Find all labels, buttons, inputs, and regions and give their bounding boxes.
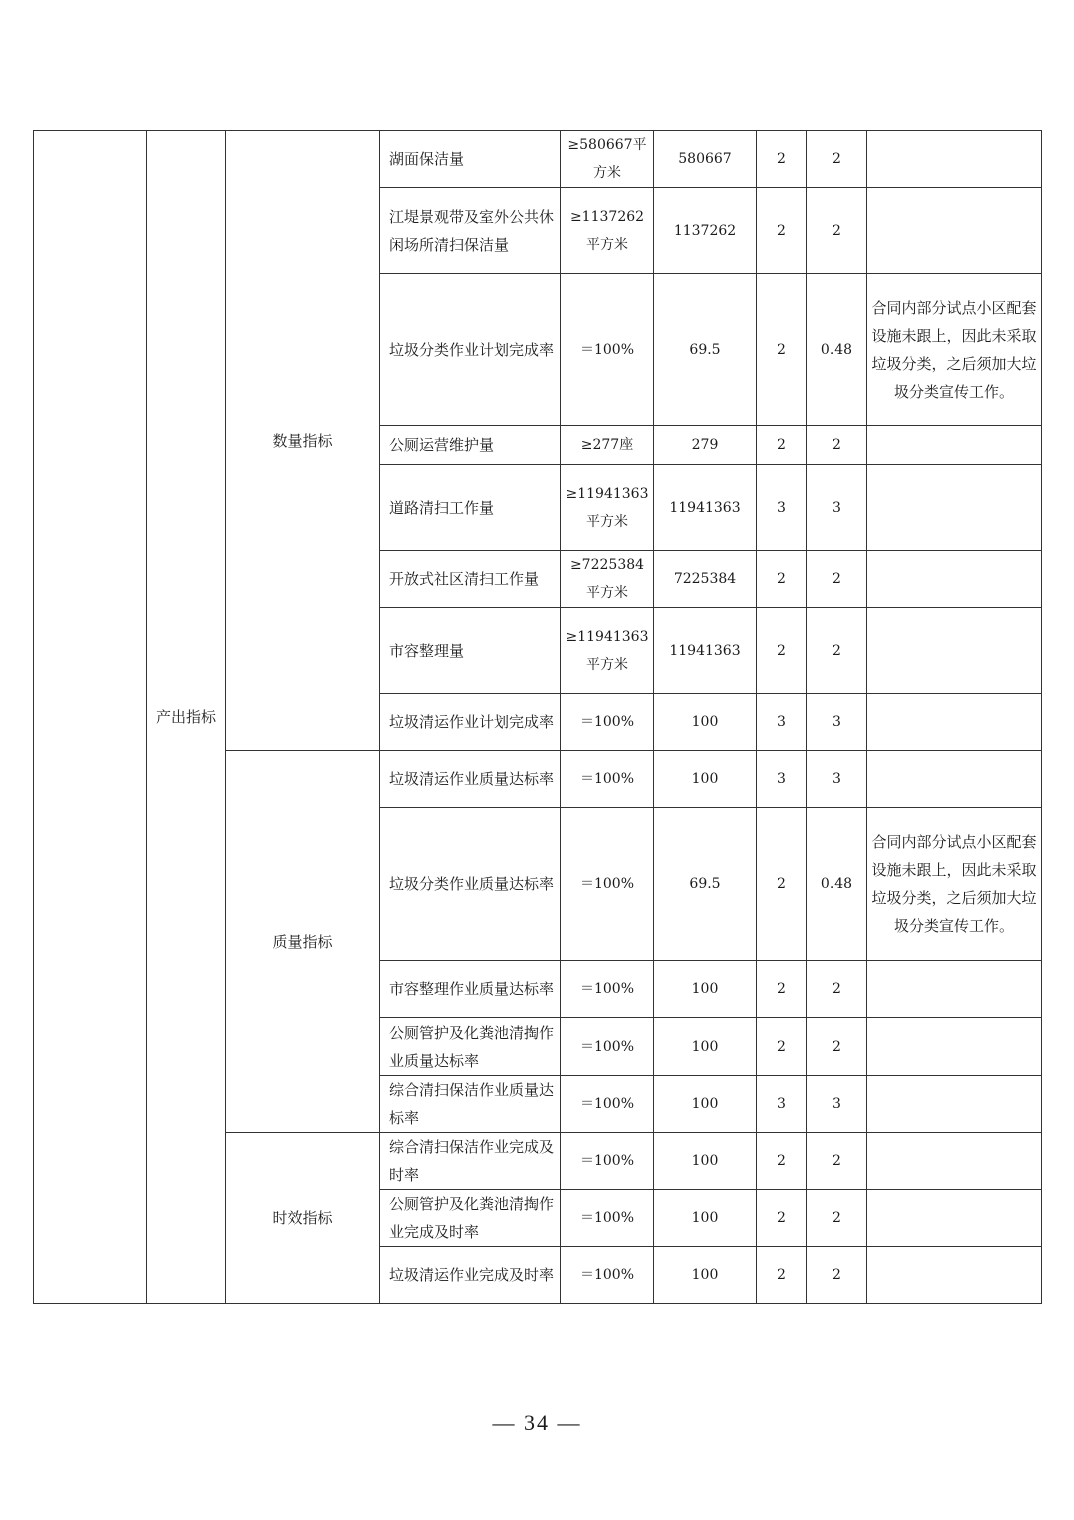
score-value: 2 <box>807 1190 867 1247</box>
performance-indicator-table <box>33 130 1042 1304</box>
target-value: ≥580667平方米 <box>561 131 654 188</box>
weight-value: 2 <box>757 1018 807 1076</box>
weight-value: 2 <box>757 131 807 188</box>
note-cell <box>867 131 1042 188</box>
actual-value: 100 <box>654 1018 757 1076</box>
indicator-name: 垃圾清运作业质量达标率 <box>380 751 561 808</box>
score-value: 3 <box>807 694 867 751</box>
note-cell <box>867 608 1042 694</box>
target-value: ＝100% <box>561 1076 654 1133</box>
target-value: ＝100% <box>561 1247 654 1304</box>
indicator-name: 垃圾分类作业质量达标率 <box>380 808 561 961</box>
note-cell <box>867 465 1042 551</box>
target-value: ＝100% <box>561 808 654 961</box>
indicator-name: 公厕管护及化粪池清掏作业质量达标率 <box>380 1018 561 1076</box>
indicator-name: 垃圾清运作业完成及时率 <box>380 1247 561 1304</box>
indicator-name: 公厕运营维护量 <box>380 426 561 465</box>
note-cell: 合同内部分试点小区配套设施未跟上，因此未采取垃圾分类，之后须加大垃圾分类宣传工作。 <box>867 274 1042 426</box>
weight-value: 2 <box>757 188 807 274</box>
note-cell <box>867 551 1042 608</box>
target-value: ＝100% <box>561 274 654 426</box>
weight-value: 3 <box>757 751 807 808</box>
note-cell <box>867 1076 1042 1133</box>
score-value: 2 <box>807 1247 867 1304</box>
actual-value: 100 <box>654 1076 757 1133</box>
score-value: 3 <box>807 1076 867 1133</box>
score-value: 2 <box>807 131 867 188</box>
weight-value: 2 <box>757 426 807 465</box>
note-cell <box>867 188 1042 274</box>
score-value: 2 <box>807 551 867 608</box>
actual-value: 1137262 <box>654 188 757 274</box>
weight-value: 3 <box>757 465 807 551</box>
weight-value: 2 <box>757 1133 807 1190</box>
actual-value: 11941363 <box>654 465 757 551</box>
actual-value: 100 <box>654 961 757 1018</box>
indicator-name: 公厕管护及化粪池清掏作业完成及时率 <box>380 1190 561 1247</box>
target-value: ≥7225384平方米 <box>561 551 654 608</box>
actual-value: 7225384 <box>654 551 757 608</box>
target-value: ≥1137262平方米 <box>561 188 654 274</box>
weight-value: 2 <box>757 961 807 1018</box>
actual-value: 69.5 <box>654 808 757 961</box>
weight-value: 2 <box>757 1190 807 1247</box>
note-cell <box>867 1133 1042 1190</box>
note-cell: 合同内部分试点小区配套设施未跟上，因此未采取垃圾分类，之后须加大垃圾分类宣传工作。 <box>867 808 1042 961</box>
weight-value: 2 <box>757 608 807 694</box>
actual-value: 11941363 <box>654 608 757 694</box>
actual-value: 100 <box>654 694 757 751</box>
indicator-name: 垃圾清运作业计划完成率 <box>380 694 561 751</box>
actual-value: 100 <box>654 1133 757 1190</box>
score-value: 2 <box>807 426 867 465</box>
indicator-name: 综合清扫保洁作业质量达标率 <box>380 1076 561 1133</box>
target-value: ＝100% <box>561 694 654 751</box>
note-cell <box>867 1247 1042 1304</box>
note-cell <box>867 961 1042 1018</box>
weight-value: 2 <box>757 808 807 961</box>
actual-value: 100 <box>654 751 757 808</box>
indicator-name: 垃圾分类作业计划完成率 <box>380 274 561 426</box>
score-value: 3 <box>807 465 867 551</box>
note-cell <box>867 1018 1042 1076</box>
score-value: 0.48 <box>807 274 867 426</box>
score-value: 2 <box>807 608 867 694</box>
score-value: 2 <box>807 1018 867 1076</box>
target-value: ≥11941363平方米 <box>561 608 654 694</box>
actual-value: 279 <box>654 426 757 465</box>
weight-value: 2 <box>757 1247 807 1304</box>
indicator-name: 开放式社区清扫工作量 <box>380 551 561 608</box>
weight-value: 3 <box>757 1076 807 1133</box>
score-value: 2 <box>807 961 867 1018</box>
score-value: 3 <box>807 751 867 808</box>
target-value: ＝100% <box>561 961 654 1018</box>
target-value: ＝100% <box>561 1190 654 1247</box>
note-cell <box>867 1190 1042 1247</box>
indicator-name: 江堤景观带及室外公共休闲场所清扫保洁量 <box>380 188 561 274</box>
score-value: 2 <box>807 1133 867 1190</box>
table-row <box>34 131 1042 188</box>
quality-indicator-group: 质量指标 <box>226 751 380 1133</box>
blank-level-cell <box>34 131 147 1304</box>
quantity-indicator-group: 数量指标 <box>226 131 380 751</box>
score-value: 0.48 <box>807 808 867 961</box>
actual-value: 100 <box>654 1247 757 1304</box>
target-value: ＝100% <box>561 751 654 808</box>
indicator-name: 综合清扫保洁作业完成及时率 <box>380 1133 561 1190</box>
target-value: ＝100% <box>561 1133 654 1190</box>
indicator-name: 道路清扫工作量 <box>380 465 561 551</box>
timeliness-indicator-group: 时效指标 <box>226 1133 380 1304</box>
weight-value: 2 <box>757 551 807 608</box>
level1-indicator-cell: 产出指标 <box>147 131 226 1304</box>
actual-value: 100 <box>654 1190 757 1247</box>
weight-value: 2 <box>757 274 807 426</box>
note-cell <box>867 694 1042 751</box>
target-value: ≥11941363平方米 <box>561 465 654 551</box>
page-number: — 34 — <box>492 1410 582 1435</box>
target-value: ≥277座 <box>561 426 654 465</box>
target-value: ＝100% <box>561 1018 654 1076</box>
note-cell <box>867 751 1042 808</box>
actual-value: 69.5 <box>654 274 757 426</box>
indicator-name: 湖面保洁量 <box>380 131 561 188</box>
weight-value: 3 <box>757 694 807 751</box>
actual-value: 580667 <box>654 131 757 188</box>
indicator-name: 市容整理作业质量达标率 <box>380 961 561 1018</box>
note-cell <box>867 426 1042 465</box>
score-value: 2 <box>807 188 867 274</box>
indicator-name: 市容整理量 <box>380 608 561 694</box>
